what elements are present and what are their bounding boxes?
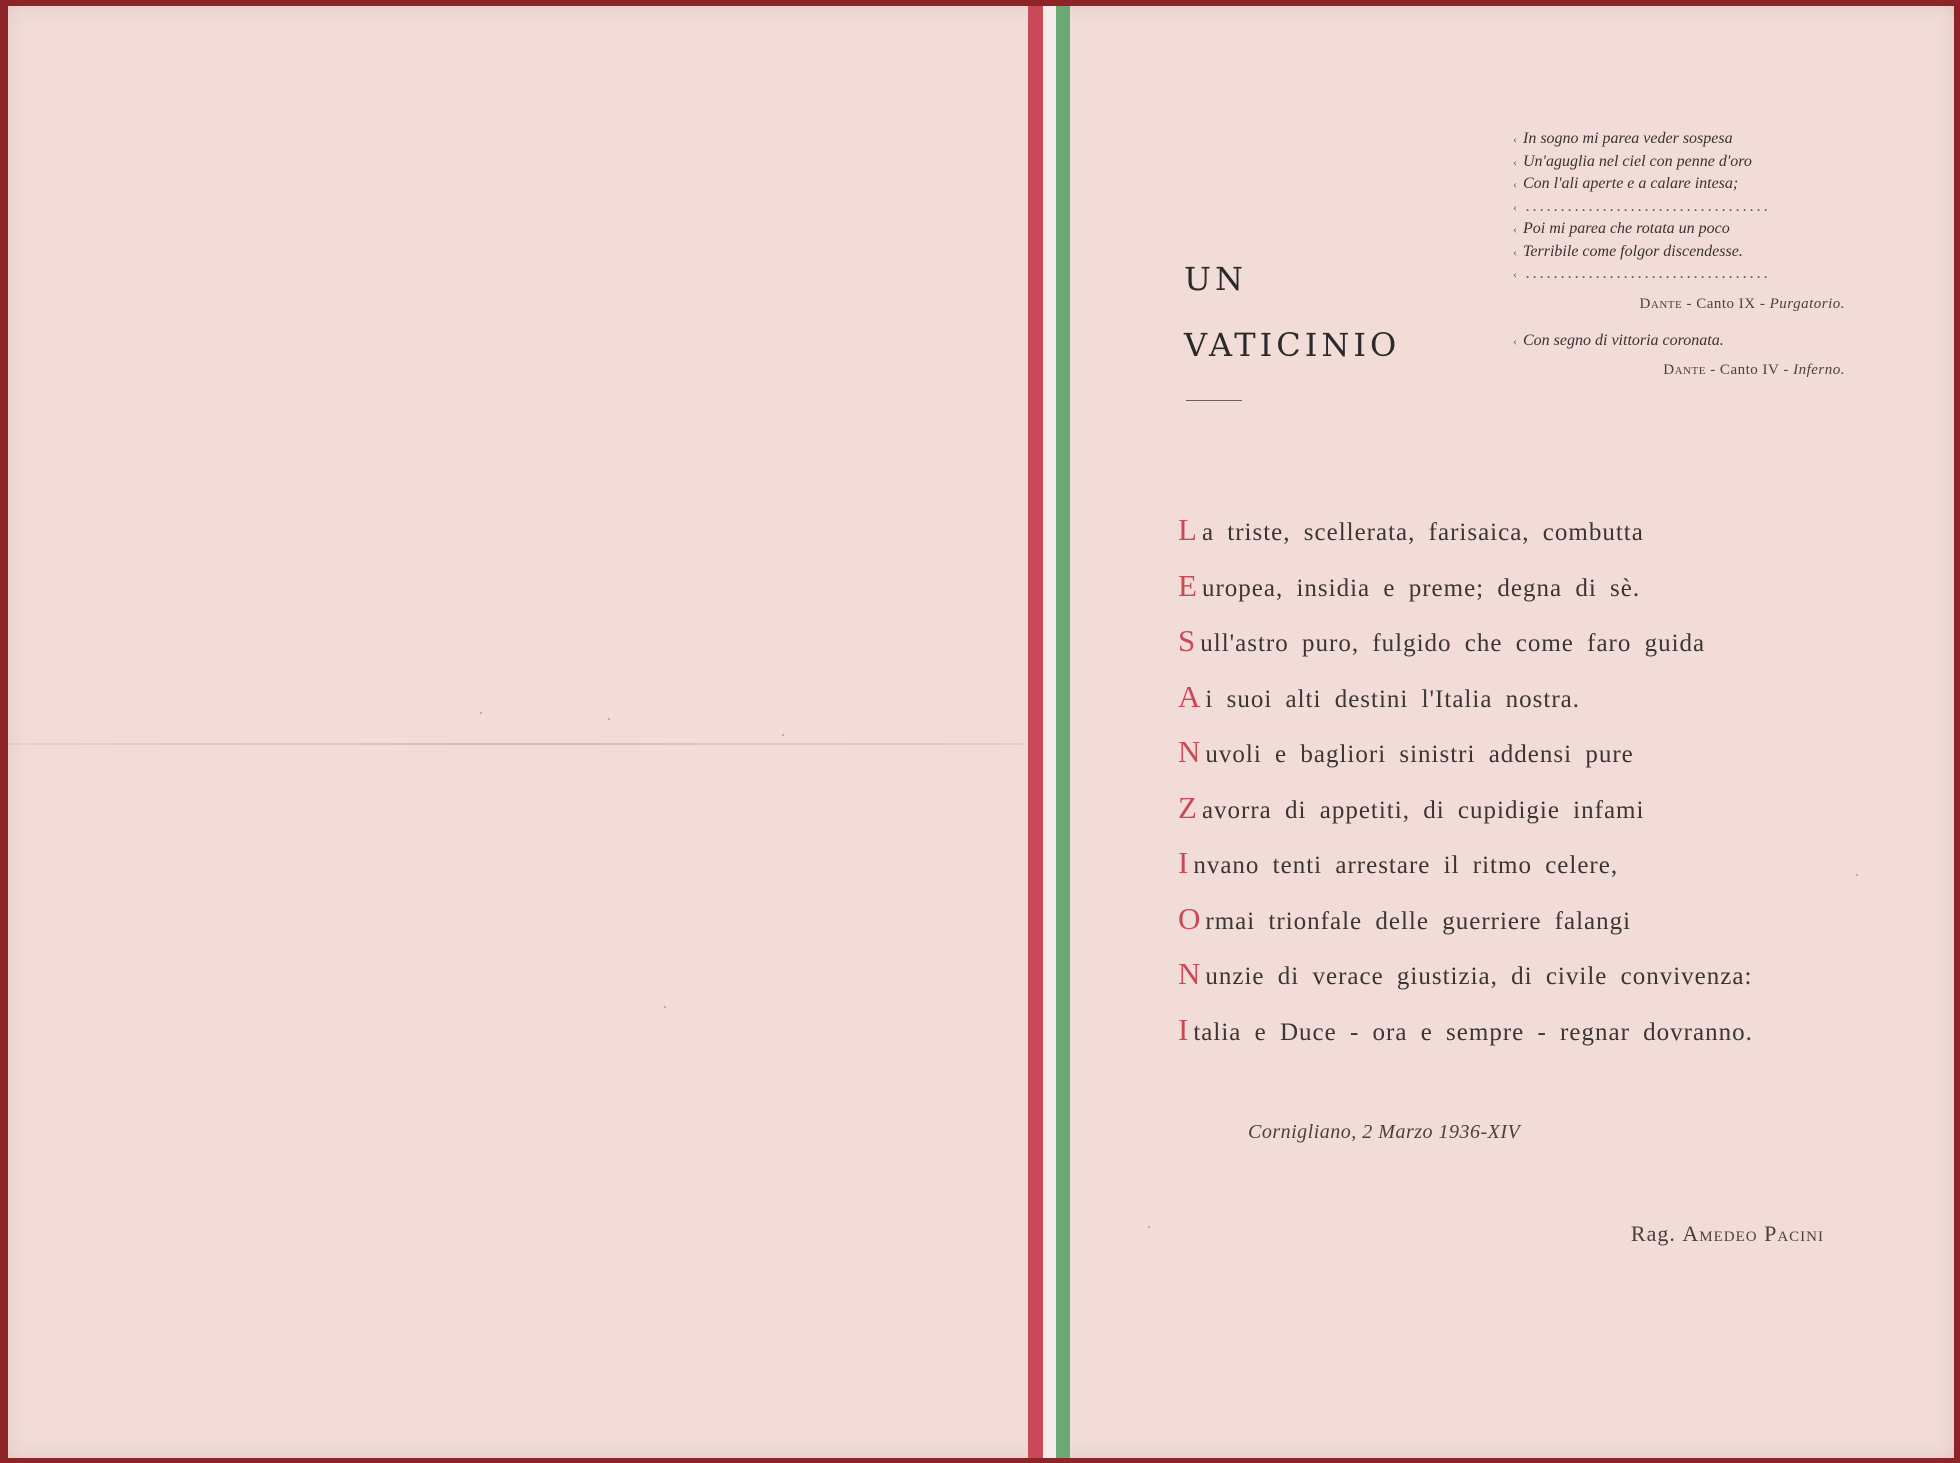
signature: Rag. Amedeo Pacini bbox=[1630, 1221, 1824, 1246]
poem-line: O rmai trionfale delle guerriere falangi bbox=[1178, 900, 1632, 936]
acrostic-initial: O bbox=[1178, 900, 1202, 936]
tricolor-green-band bbox=[1056, 6, 1070, 1458]
poem-line: N uvoli e bagliori sinistri addensi pure bbox=[1178, 734, 1634, 769]
poem-line: I talia e Duce - ora e sempre - regnar dovranno. bbox=[1178, 1011, 1753, 1047]
paper-speck bbox=[664, 1006, 666, 1008]
epigraph-line: ‹ Un'aguglia nel ciel con penne d'oro bbox=[1513, 152, 1752, 170]
paper-speck bbox=[782, 734, 784, 736]
epigraph-line: ‹ Terribile come folgor discendesse. bbox=[1513, 242, 1743, 260]
poem-line: L a triste, scellerata, farisaica, combutta bbox=[1178, 512, 1644, 547]
epigraph-line: ‹ In sogno mi parea veder sospesa bbox=[1513, 130, 1733, 147]
epigraph-attribution: Dante - Canto IX - Purgatorio. bbox=[1639, 295, 1845, 312]
acrostic-initial: L bbox=[1178, 512, 1198, 547]
paper-speck bbox=[1148, 1226, 1150, 1228]
acrostic-initial: I bbox=[1178, 845, 1190, 880]
acrostic-initial: E bbox=[1178, 567, 1198, 603]
paper-speck bbox=[480, 712, 482, 714]
epigraph-ellipsis: ‹ ................................... bbox=[1513, 265, 1771, 282]
epigraph-line: ‹ Poi mi parea che rotata un poco bbox=[1513, 220, 1730, 237]
epigraph-line: ‹ Con segno di vittoria coronata. bbox=[1513, 331, 1724, 349]
poem-line: N unzie di verace giustizia, di civile convivenza: bbox=[1178, 956, 1753, 991]
acrostic-initial: N bbox=[1178, 956, 1202, 991]
acrostic-initial: Z bbox=[1178, 789, 1198, 825]
acrostic-poem bbox=[1178, 512, 1858, 1067]
document-sheet bbox=[8, 6, 1954, 1458]
poem-line: I nvano tenti arrestare il ritmo celere, bbox=[1178, 845, 1619, 880]
poem-line: E uropea, insidia e preme; degna di sè. bbox=[1178, 567, 1641, 603]
tricolor-red-band bbox=[1028, 6, 1043, 1458]
fold-crease bbox=[8, 743, 1023, 745]
poem-line: S ull'astro puro, fulgido che come faro guida bbox=[1178, 623, 1706, 658]
title-underline bbox=[1186, 400, 1242, 401]
title-line-1: UN bbox=[1184, 260, 1247, 298]
poem-line: A i suoi alti destini l'Italia nostra. bbox=[1178, 678, 1581, 714]
epigraph-line: ‹ Con l'ali aperte e a calare intesa; bbox=[1513, 175, 1739, 192]
acrostic-initial: A bbox=[1178, 678, 1202, 714]
acrostic-initial: S bbox=[1178, 623, 1197, 658]
tricolor-white-band bbox=[1043, 6, 1056, 1458]
epigraph bbox=[1513, 130, 1845, 379]
epigraph-ellipsis: ‹ ................................... bbox=[1513, 197, 1771, 215]
paper-speck bbox=[608, 718, 610, 720]
title-line-2: VATICINIO bbox=[1184, 326, 1401, 364]
acrostic-initial: I bbox=[1178, 1011, 1190, 1047]
poem-line: Z avorra di appetiti, di cupidigie infami bbox=[1178, 789, 1645, 825]
epigraph-attribution: Dante - Canto IV - Inferno. bbox=[1663, 362, 1845, 378]
acrostic-initial: N bbox=[1178, 734, 1202, 769]
dateline: Cornigliano, 2 Marzo 1936-XIV bbox=[1248, 1121, 1521, 1143]
